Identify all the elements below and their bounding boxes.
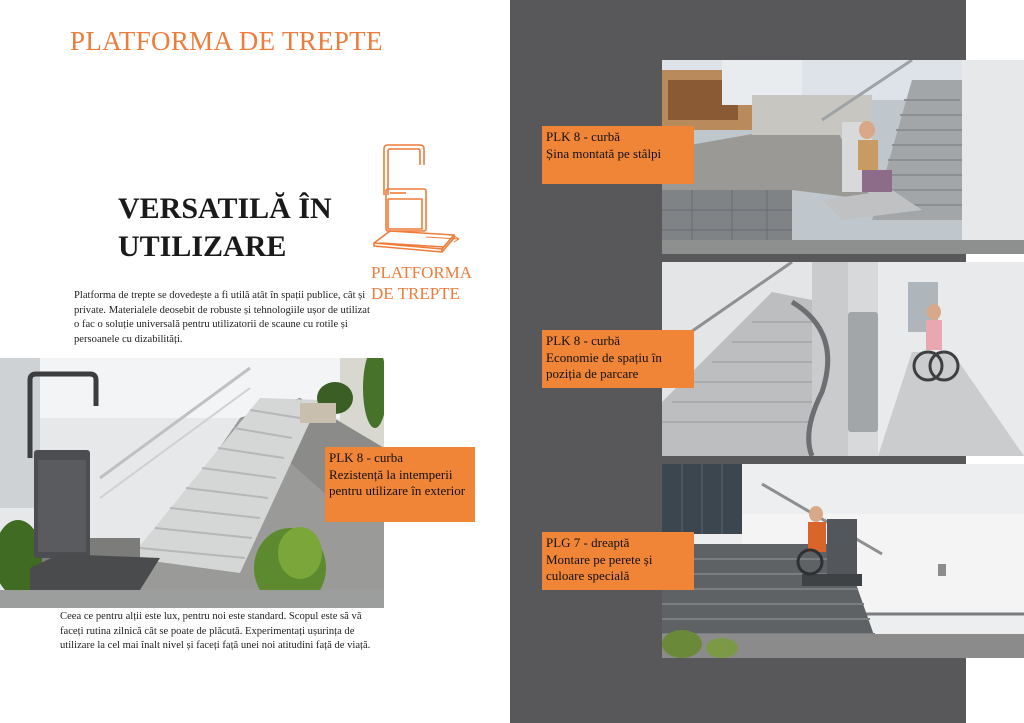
- callout-title: PLK 8 - curbă: [546, 129, 621, 144]
- intro-paragraph: Platforma de trepte se dovedește a fi utilă atât în spații publice, cât și private. Materialele deosebit de robuste și tehnologiile ușor de utilizat o fac o soluție universală pentru utilizatorii de scaune cu rotile și persoanele cu dizabilități.: [74, 290, 370, 345]
- callout-text: Montare pe perete și culoare specială: [546, 551, 653, 583]
- callout-title: PLK 8 - curbă: [546, 333, 621, 348]
- callout-parking: [542, 330, 694, 388]
- heading-line-1: VERSATILĂ ÎN: [118, 192, 332, 225]
- callout-outdoor: [325, 447, 475, 522]
- callout-text: Rezistență la intemperii pentru utilizare în exterior: [329, 466, 466, 498]
- heading-line-2: UTILIZARE: [118, 230, 287, 263]
- stairlift-wall-photo: [662, 464, 1024, 658]
- callout-text: Economie de spațiu în poziția de parcare: [546, 349, 662, 381]
- callout-title: PLG 7 - dreaptă: [546, 535, 630, 550]
- callout-title: PLK 8 - curba: [329, 450, 404, 465]
- logo-caption-line-1: PLATFORMA: [371, 263, 473, 282]
- callout-text: Șina montată pe stâlpi: [546, 145, 662, 161]
- logo-caption-line-2: DE TREPTE: [371, 284, 460, 303]
- callout-wall: [542, 532, 694, 590]
- stairlift-parking-photo: [662, 262, 1024, 456]
- stairlift-posts-photo: [662, 60, 1024, 254]
- logo-caption: [371, 262, 472, 304]
- outro-paragraph: Ceea ce pentru alții este lux, pentru noi este standard. Scopul este să vă faceți rutina zilnică cât se poate de plăcută. Experimentați ușurința de utilizare la cel mai înalt nivel și faceți față unei noi atitudini față de viață.: [60, 611, 371, 651]
- callout-posts: [542, 126, 694, 184]
- page-title: PLATFORMA DE TREPTE: [70, 26, 383, 56]
- stair-platform-logo-icon: [370, 143, 466, 261]
